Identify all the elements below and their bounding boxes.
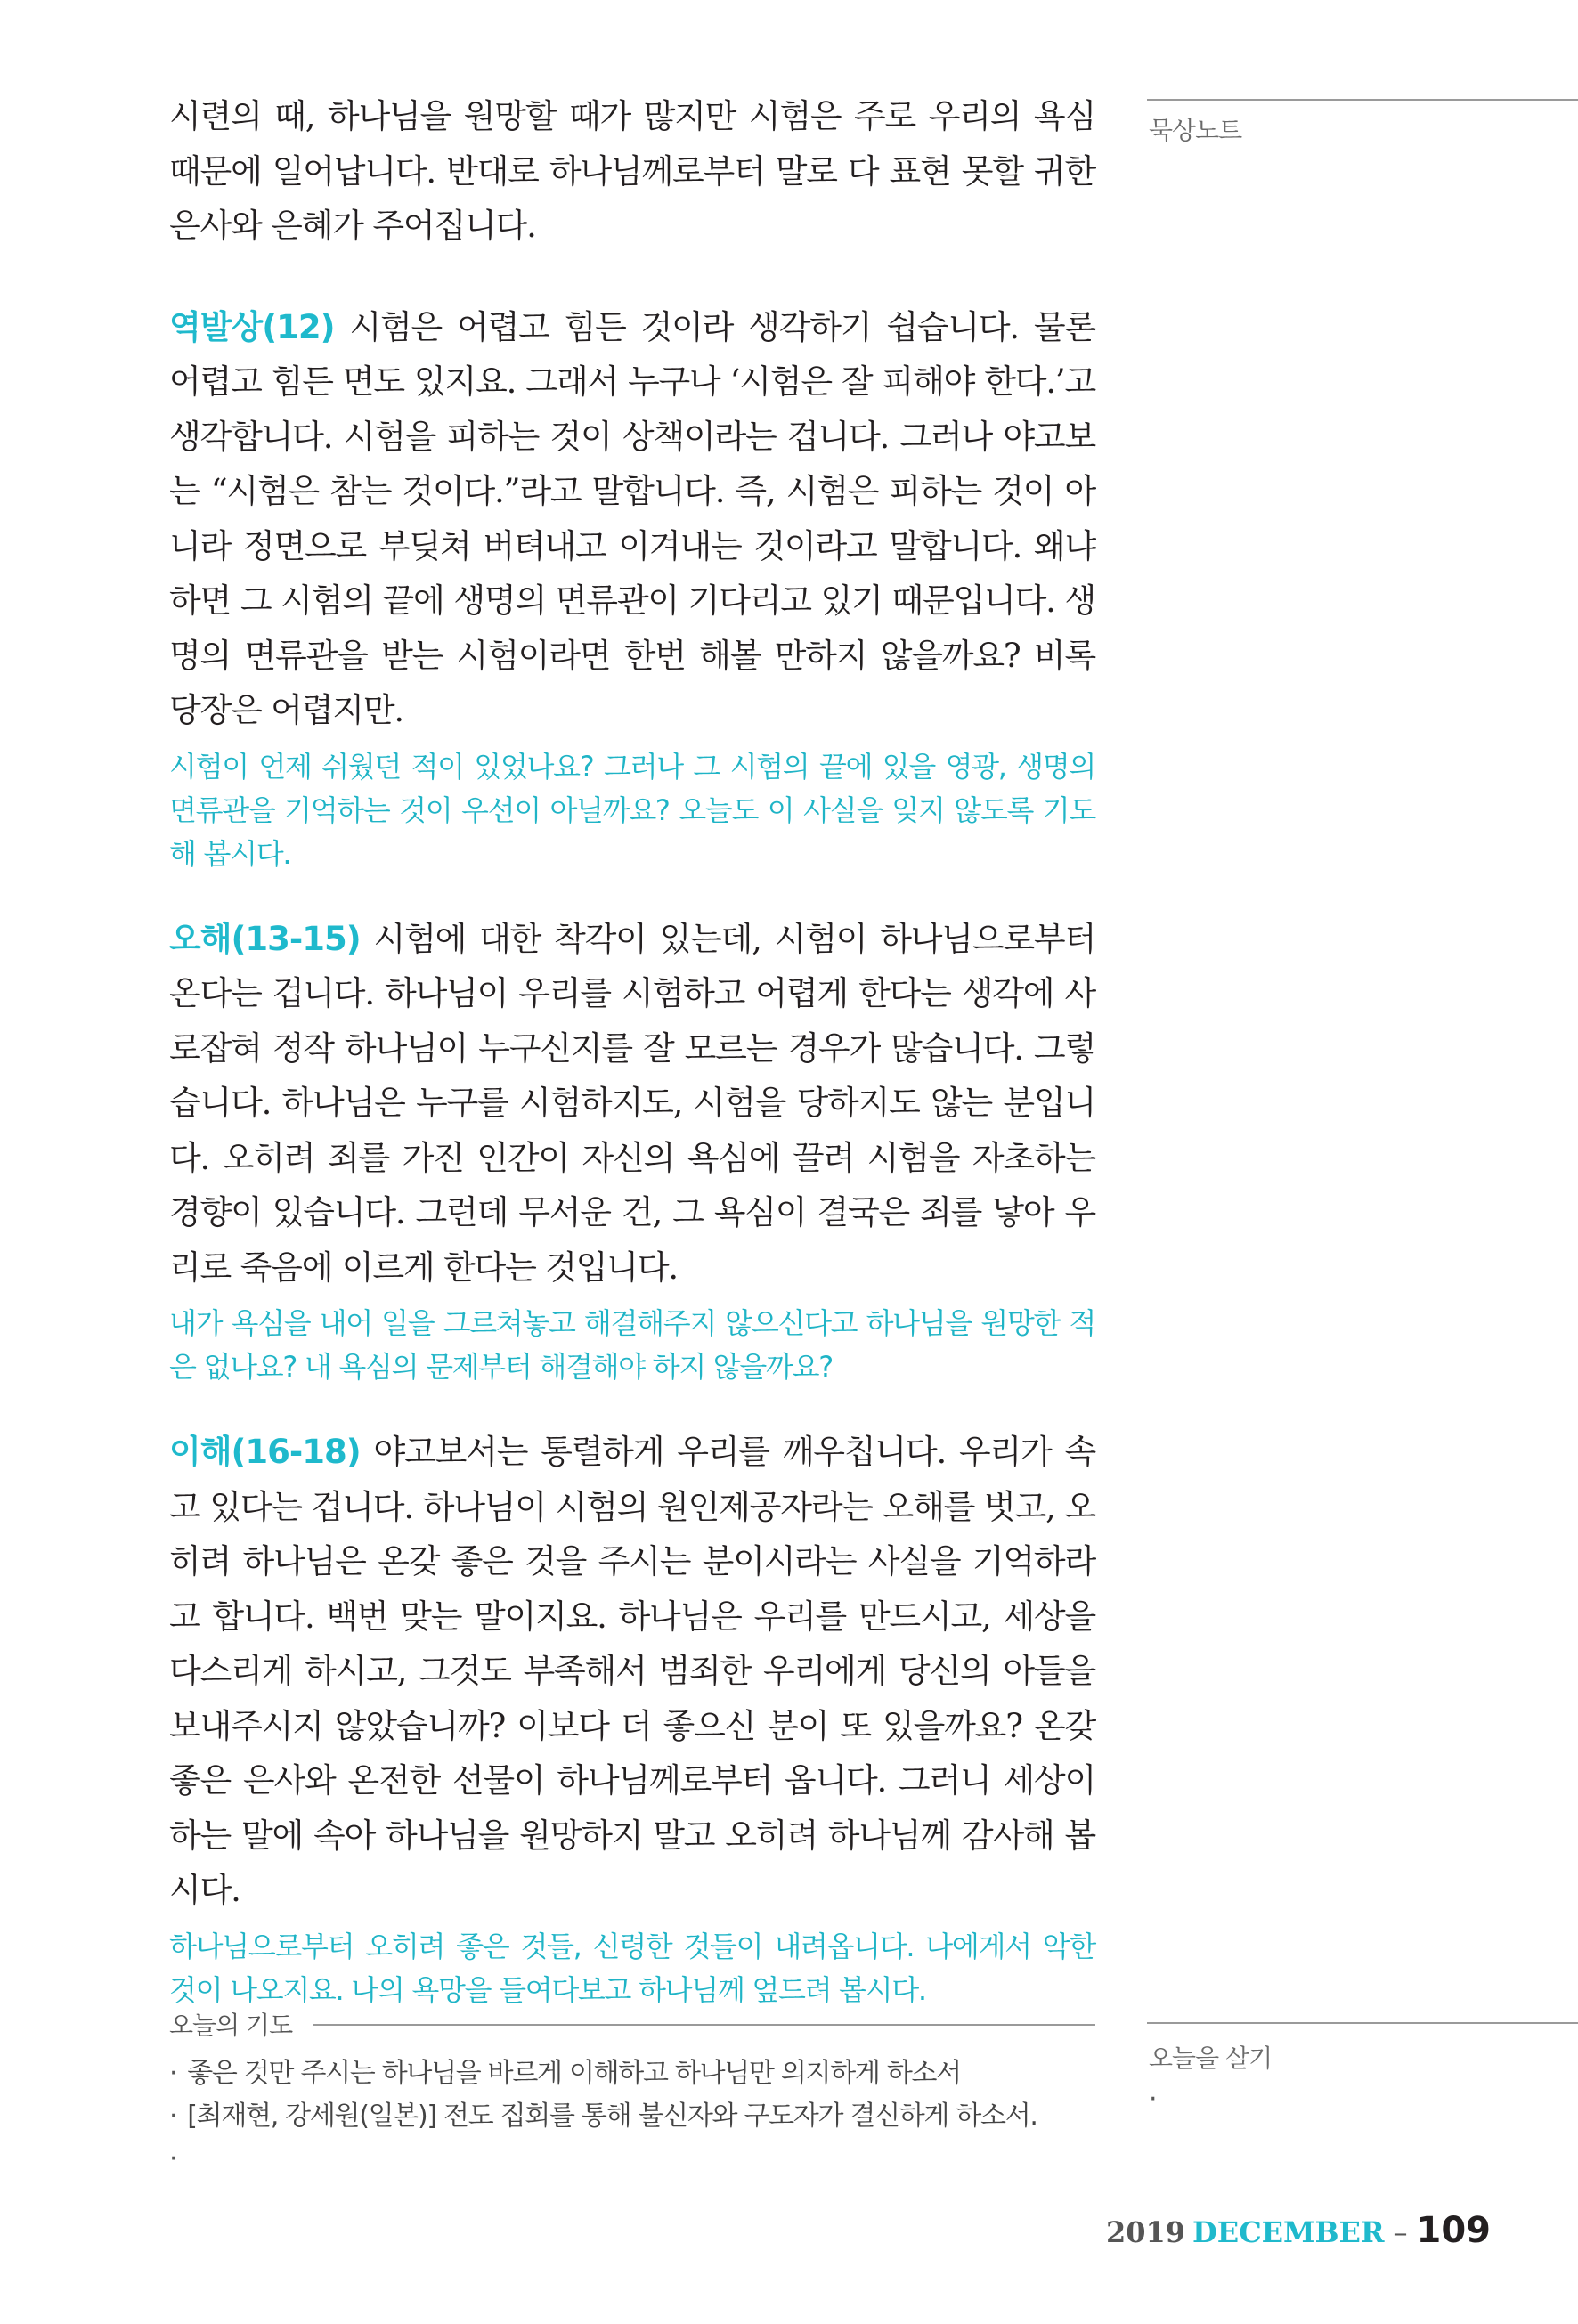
prayer-list [169,2052,1095,2181]
today-living-bullet: · [1149,2084,1158,2115]
section-text: 야고보서는 통렬하게 우리를 깨우칩니다. 우리가 속고 있다는 겁니다. 하나님이 시험의 원인제공자라는 오해를 벗고, 오히려 하나님은 온갖 좋은 것을 주시는 분이시라는 사실을 기억하라고 합니다. 백번 맞는 말이지요. 하나님은 우리를 만드시고, 세상을 다스리게 하시고, 그것도 부족해서 범죄한 우리에게 당신의 아들을 보내주시지 않았습니까? 이보다 더 좋으신 분이 또 있을까요? 온갖 좋은 은사와 온전한 선물이 하나님께로부터 옵니다. 그러니 세상이 하는 말에 속아 하나님을 원망하지 말고 오히려 하나님께 감사해 봅시다. [169,1433,1095,1909]
prayer-item: · [최재현, 강세원(일본)] 전도 집회를 통해 불신자와 구도자가 결신하게 하소서. [169,2095,1095,2138]
folio-dash: – [1393,2215,1408,2249]
folio-month: DECEMBER [1192,2215,1385,2249]
section-text: 시험은 어렵고 힘든 것이라 생각하기 쉽습니다. 물론 어렵고 힘든 면도 있지요. 그래서 누구나 ‘시험은 잘 피해야 한다.’고 생각합니다. 시험을 피하는 것이 상책이라는 겁니다. 그러나 야고보는 “시험은 참는 것이다.”라고 말합니다. 즉, 시험은 피하는 것이 아니라 정면으로 부딪쳐 버텨내고 이겨내는 것이라고 말합니다. 왜냐하면 그 시험의 끝에 생명의 면류관이 기다리고 있기 때문입니다. 생명의 면류관을 받는 시험이라면 한번 해볼 만하지 않을까요? 비록 당장은 어렵지만. [169,307,1095,729]
page-number: 109 [1416,2210,1491,2251]
page-folio [1106,2210,1491,2251]
section-paragraph [169,300,1095,738]
section-paragraph [169,912,1095,1296]
prayer-title: 오늘의 기도 [169,2011,293,2040]
meditation-question: 하나님으로부터 오히려 좋은 것들, 신령한 것들이 내려옵니다. 나에게서 악한 것이 나오지요. 나의 욕망을 들여다보고 하나님께 엎드려 봅시다. [169,1929,1095,2007]
prayer-item: · 좋은 것만 주시는 하나님을 바르게 이해하고 하나님만 의지하게 하소서 [169,2052,1095,2095]
meditation-note-rule [1147,99,1578,101]
section-text: 시험에 대한 착각이 있는데, 시험이 하나님으로부터 온다는 겁니다. 하나님이 우리를 시험하고 어렵게 한다는 생각에 사로잡혀 정작 하나님이 누구신지를 잘 모르는 경우가 많습니다. 그렇습니다. 하나님은 누구를 시험하지도, 시험을 당하지도 않는 분입니다. 오히려 죄를 가진 인간이 자신의 욕심에 끌려 시험을 자초하는 경향이 있습니다. 그런데 무서운 건, 그 욕심이 결국은 죄를 낳아 우리로 죽음에 이르게 한다는 것입니다. [169,919,1095,1287]
prayer-item [169,2138,1095,2181]
section-paragraph [169,1425,1095,1918]
today-living-rule [1147,2022,1578,2024]
meditation-note-label: 묵상노트 [1149,116,1242,145]
folio-year: 2019 [1105,2215,1186,2249]
meditation-question: 시험이 언제 쉬웠던 적이 있었나요? 그러나 그 시험의 끝에 있을 영광, 생명의 면류관을 기억하는 것이 우선이 아닐까요? 오늘도 이 사실을 잊지 않도록 기도해 봅시다. [169,749,1095,871]
prayer-rule [313,2024,1095,2026]
intro-paragraph: 시련의 때, 하나님을 원망할 때가 많지만 시험은 주로 우리의 욕심 때문에 일어납니다. 반대로 하나님께로부터 말로 다 표현 못할 귀한 은사와 은혜가 주어집니다. [169,97,1095,245]
section-label: 역발상(12) [169,307,335,346]
today-living-label: 오늘을 살기 [1149,2044,1273,2073]
section-label: 이해(16-18) [169,1433,361,1471]
section-label: 오해(13-15) [169,919,361,958]
meditation-question: 내가 욕심을 내어 일을 그르쳐놓고 해결해주지 않으신다고 하나님을 원망한 적은 없나요? 내 욕심의 문제부터 해결해야 하지 않을까요? [169,1306,1095,1384]
devotional-body [169,89,1095,2012]
